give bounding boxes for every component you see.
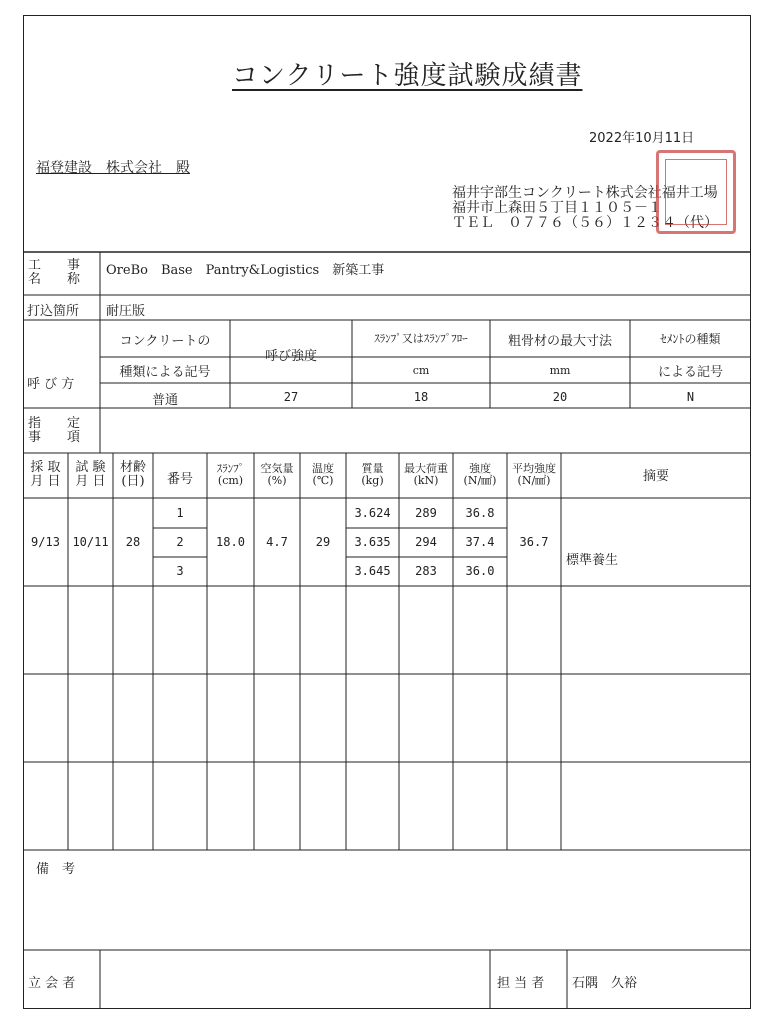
specimen-strength: 36.0 bbox=[465, 564, 495, 578]
witness-label: 立 会 者 bbox=[28, 976, 76, 991]
test-date-header: 試 験 月 日 bbox=[75, 460, 106, 489]
aggregate-size-unit: mm bbox=[549, 364, 571, 377]
specimen-number: 1 bbox=[176, 506, 184, 520]
notes-label: 備 考 bbox=[36, 862, 76, 877]
average-strength-value: 36.7 bbox=[519, 535, 549, 549]
specimen-number: 2 bbox=[176, 535, 184, 549]
remark-value: 標準養生 bbox=[566, 553, 619, 568]
mix-type-value: 普通 bbox=[151, 393, 178, 408]
nominal-strength-header: 呼び強度 bbox=[264, 349, 317, 364]
company-address: 福井市上森田５丁目１１０５－１ bbox=[452, 200, 662, 216]
mix-type-header-1: コンクリートの bbox=[119, 334, 211, 349]
project-name: OreBo Base Pantry&Logistics 新築工事 bbox=[106, 263, 385, 278]
cement-type-header-2: による記号 bbox=[657, 365, 723, 380]
client-name: 福登建設 株式会社 殿 bbox=[36, 160, 190, 176]
air-header: 空気量 (%) bbox=[260, 462, 294, 487]
max-load-header: 最大荷重 (kN) bbox=[404, 462, 448, 487]
specimen-strength: 36.8 bbox=[465, 506, 495, 520]
specimen-strength: 37.4 bbox=[465, 535, 495, 549]
sample-date-value: 9/13 bbox=[31, 535, 60, 549]
nominal-strength-value: 27 bbox=[283, 390, 299, 404]
mix-type-header-2: 種類による記号 bbox=[119, 365, 211, 380]
mix-label: 呼 び 方 bbox=[27, 377, 75, 392]
aggregate-size-value: 20 bbox=[552, 390, 568, 404]
slump-unit: cm bbox=[412, 364, 430, 377]
person-in-charge-label: 担 当 者 bbox=[497, 976, 545, 991]
project-label: 工 事 名 称 bbox=[28, 258, 81, 287]
strength-header: 強度 (N/㎟) bbox=[463, 462, 497, 487]
person-in-charge-name: 石隅 久裕 bbox=[572, 976, 638, 991]
slump-header: ｽﾗﾝﾌﾟ又はｽﾗﾝﾌﾟﾌﾛｰ bbox=[374, 332, 468, 345]
company-name: 福井宇部生コンクリート株式会社福井工場 bbox=[452, 185, 718, 201]
number-header: 番号 bbox=[166, 472, 193, 487]
mass-header: 質量 (kg) bbox=[361, 462, 384, 487]
specimen-load: 294 bbox=[415, 535, 437, 549]
slump-col-header: ｽﾗﾝﾌﾟ (cm) bbox=[216, 462, 245, 487]
cement-type-header-1: ｾﾒﾝﾄの種類 bbox=[660, 332, 721, 346]
specimen-number: 3 bbox=[176, 564, 184, 578]
specimen-mass: 3.624 bbox=[354, 506, 391, 520]
issue-date: 2022年10月11日 bbox=[589, 131, 695, 146]
aggregate-size-header: 粗骨材の最大寸法 bbox=[507, 334, 612, 349]
age-value: 28 bbox=[125, 535, 141, 549]
specimen-mass: 3.635 bbox=[354, 535, 391, 549]
average-strength-header: 平均強度 (N/㎟) bbox=[512, 462, 556, 487]
slump-result: 18.0 bbox=[216, 535, 245, 549]
test-date-value: 10/11 bbox=[72, 535, 109, 549]
specimen-load: 283 bbox=[415, 564, 437, 578]
age-header: 材齢 (日) bbox=[119, 460, 146, 489]
temperature-result: 29 bbox=[315, 535, 331, 549]
specimen-load: 289 bbox=[415, 506, 437, 520]
page-title: コンクリート強度試験成績書 bbox=[232, 61, 583, 91]
placement-value: 耐圧版 bbox=[106, 304, 146, 319]
sample-date-header: 採 取 月 日 bbox=[30, 460, 61, 489]
company-tel: ＴＥＬ ０７７６（５６）１２３４（代） bbox=[452, 215, 718, 231]
specimen-mass: 3.645 bbox=[354, 564, 391, 578]
spec-label: 指 定 事 項 bbox=[28, 416, 81, 445]
placement-label: 打込箇所 bbox=[27, 304, 80, 319]
company-seal-stamp bbox=[656, 150, 736, 234]
air-result: 4.7 bbox=[266, 535, 288, 549]
slump-value: 18 bbox=[413, 390, 429, 404]
remarks-header: 摘要 bbox=[642, 469, 669, 484]
cement-type-value: N bbox=[686, 390, 695, 404]
temperature-header: 温度 (℃) bbox=[312, 462, 334, 487]
